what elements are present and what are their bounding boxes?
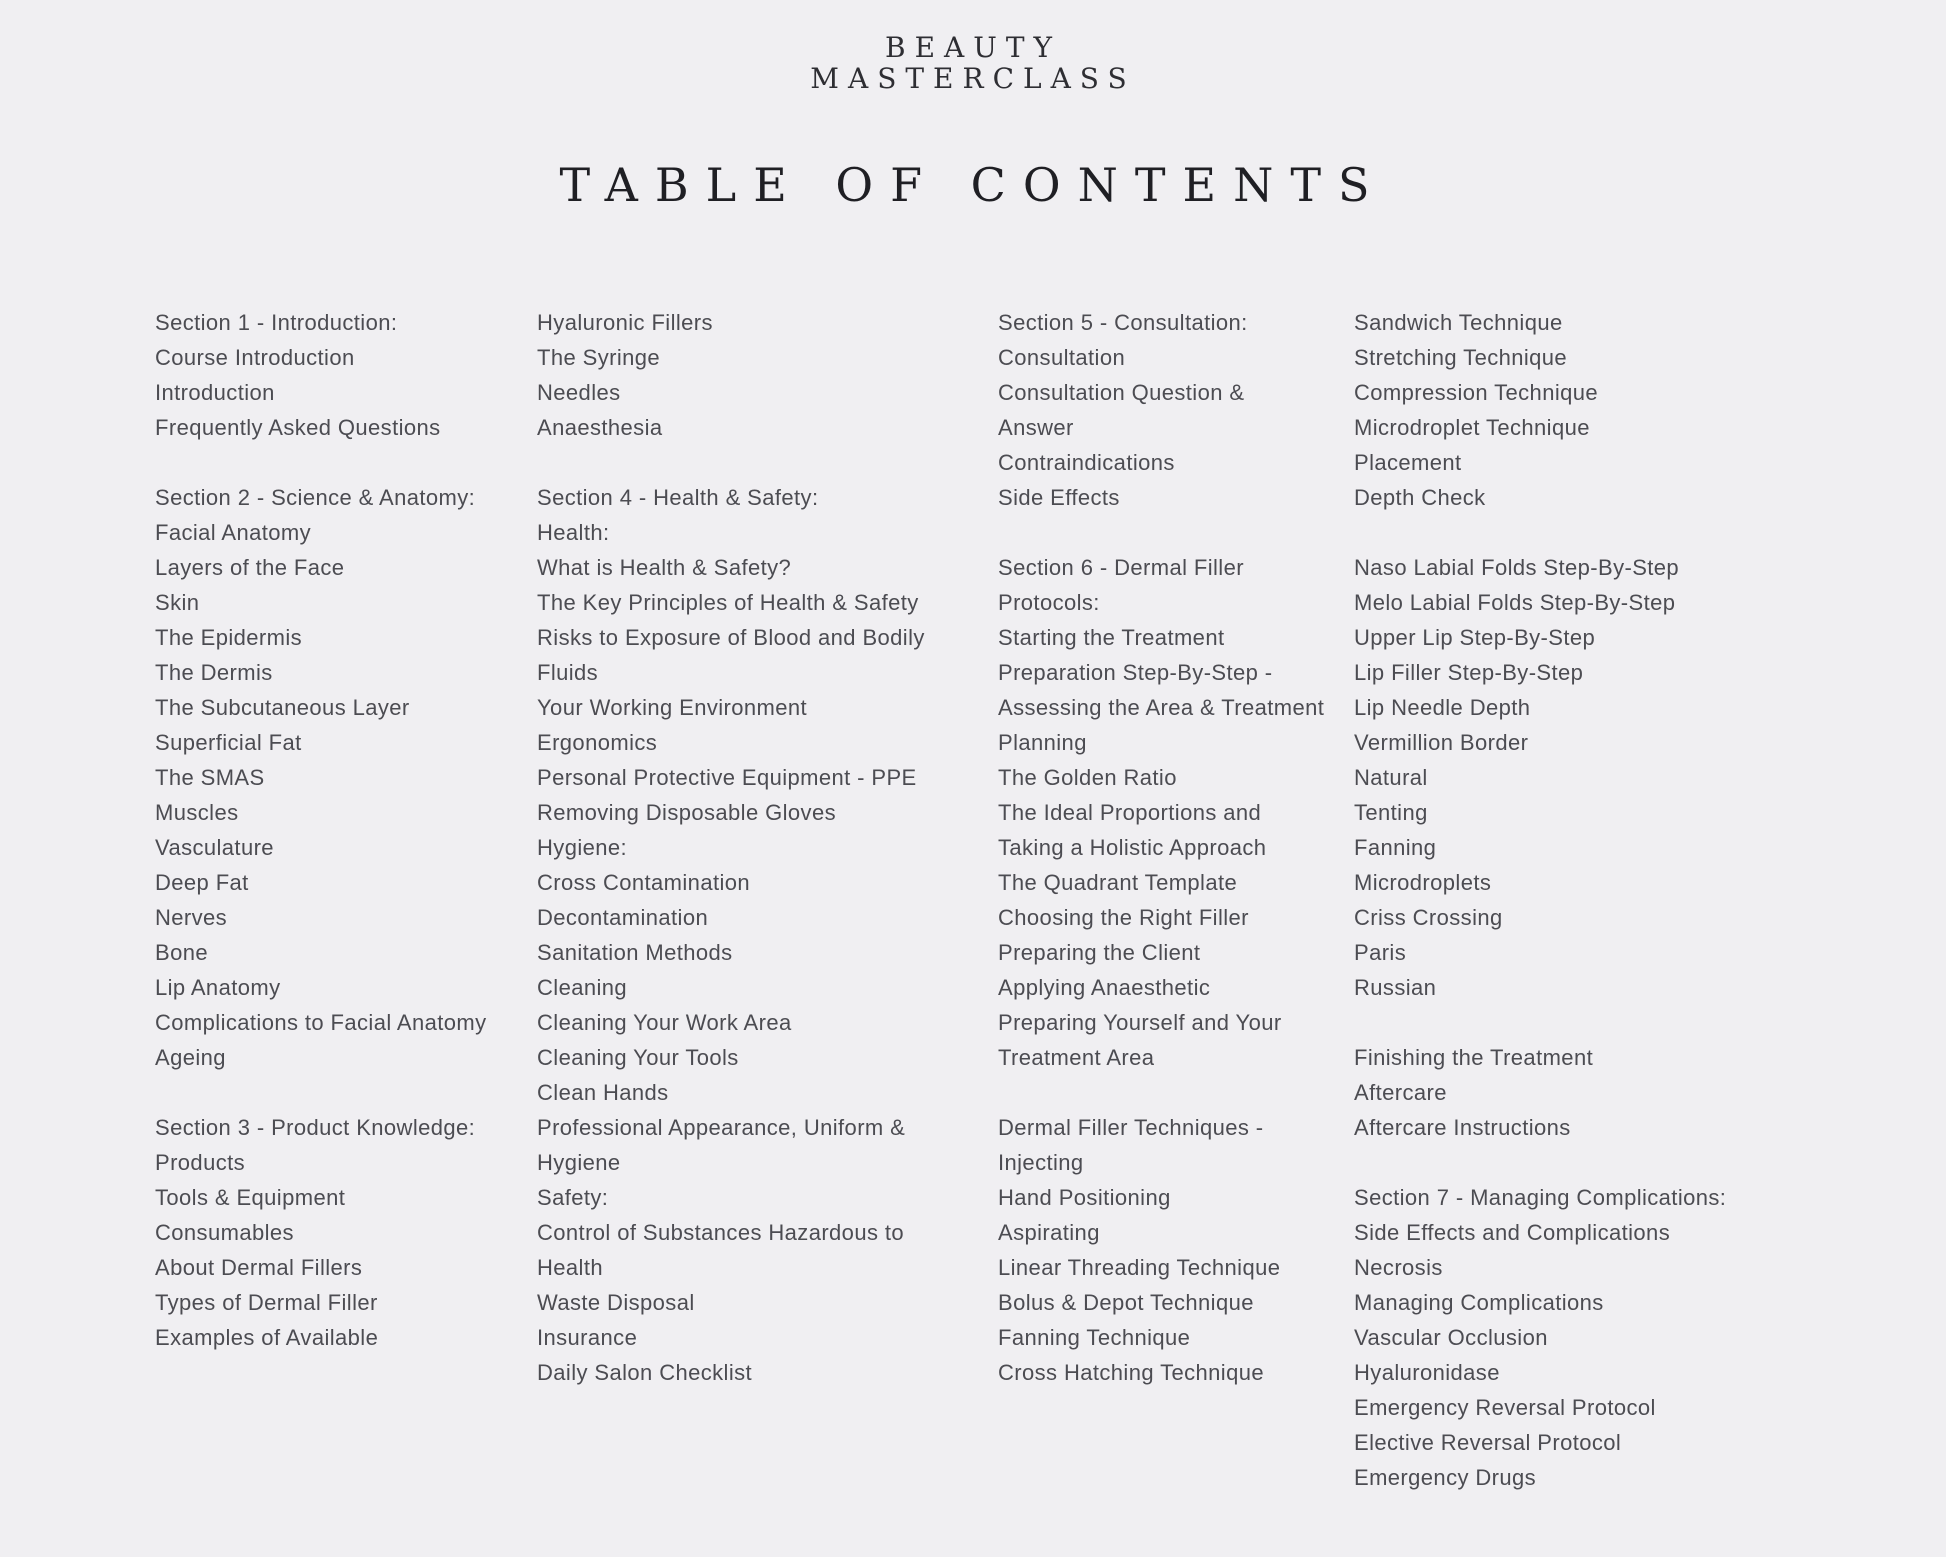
toc-entry: Control of Substances Hazardous to: [537, 1220, 905, 1245]
toc-entry: Risks to Exposure of Blood and Bodily: [537, 625, 925, 650]
toc-column-2: [537, 305, 925, 1390]
toc-entry: Health:: [537, 520, 610, 545]
page-title: TABLE OF CONTENTS: [559, 158, 1387, 212]
toc-entry: Facial Anatomy: [155, 520, 312, 545]
toc-section-heading: Section 5 - Consultation:: [998, 310, 1248, 335]
toc-entry: Emergency Drugs: [1354, 1465, 1537, 1490]
toc-entry: Safety:: [537, 1185, 609, 1210]
toc-entry: Finishing the Treatment: [1354, 1045, 1594, 1070]
toc-section-heading: Section 2 - Science & Anatomy:: [155, 485, 476, 510]
toc-entry: Natural: [1354, 765, 1428, 790]
toc-entry: Professional Appearance, Uniform &: [537, 1115, 906, 1140]
toc-entry: Consultation: [998, 345, 1126, 370]
toc-section-heading: Section 4 - Health & Safety:: [537, 485, 819, 510]
toc-entry: Vasculature: [155, 835, 274, 860]
toc-entry: Daily Salon Checklist: [537, 1360, 753, 1385]
toc-section-heading: Section 6 - Dermal Filler: [998, 555, 1244, 580]
toc-entry: Linear Threading Technique: [998, 1255, 1281, 1280]
toc-entry: Paris: [1354, 940, 1407, 965]
toc-entry: Injecting: [998, 1150, 1084, 1175]
toc-entry: Superficial Fat: [155, 730, 302, 755]
toc-entry: Nerves: [155, 905, 228, 930]
toc-spacer: [1354, 1005, 1726, 1040]
toc-entry: Sanitation Methods: [537, 940, 733, 965]
toc-entry: Skin: [155, 590, 200, 615]
toc-entry: Tools & Equipment: [155, 1185, 346, 1210]
toc-entry: Fanning: [1354, 835, 1437, 860]
toc-entry: Cross Hatching Technique: [998, 1360, 1265, 1385]
toc-entry: The Subcutaneous Layer: [155, 695, 410, 720]
toc-entry: The Dermis: [155, 660, 273, 685]
toc-entry: Stretching Technique: [1354, 345, 1568, 370]
toc-entry: Insurance: [537, 1325, 638, 1350]
toc-entry: Assessing the Area & Treatment: [998, 695, 1325, 720]
toc-spacer: [1354, 1145, 1726, 1180]
toc-entry: Microdroplets: [1354, 870, 1492, 895]
toc-entry: Treatment Area: [998, 1045, 1155, 1070]
toc-entry: Products: [155, 1150, 246, 1175]
toc-entry: Criss Crossing: [1354, 905, 1503, 930]
toc-entry: The Key Principles of Health & Safety: [537, 590, 919, 615]
toc-entry: Examples of Available: [155, 1325, 379, 1350]
toc-entry: The Golden Ratio: [998, 765, 1177, 790]
toc-entry: Ergonomics: [537, 730, 658, 755]
toc-entry: Hyaluronidase: [1354, 1360, 1500, 1385]
toc-entry: Deep Fat: [155, 870, 249, 895]
toc-entry: Fluids: [537, 660, 599, 685]
toc-entry: Layers of the Face: [155, 555, 345, 580]
toc-entry: Naso Labial Folds Step-By-Step: [1354, 555, 1680, 580]
toc-entry: Health: [537, 1255, 603, 1280]
toc-entry: The SMAS: [155, 765, 265, 790]
toc-entry: Managing Complications: [1354, 1290, 1604, 1315]
toc-entry: Placement: [1354, 450, 1462, 475]
toc-entry: Anaesthesia: [537, 415, 663, 440]
toc-entry: Cleaning Your Tools: [537, 1045, 739, 1070]
toc-entry: Russian: [1354, 975, 1437, 1000]
toc-entry: Decontamination: [537, 905, 709, 930]
toc-entry: Choosing the Right Filler: [998, 905, 1249, 930]
toc-entry: Aftercare: [1354, 1080, 1447, 1105]
toc-entry: Consumables: [155, 1220, 294, 1245]
toc-entry: Waste Disposal: [537, 1290, 695, 1315]
toc-entry: Depth Check: [1354, 485, 1486, 510]
toc-entry: Answer: [998, 415, 1074, 440]
toc-entry: Frequently Asked Questions: [155, 415, 441, 440]
toc-entry: Compression Technique: [1354, 380, 1599, 405]
toc-section-heading: Section 1 - Introduction:: [155, 310, 398, 335]
toc-entry: Microdroplet Technique: [1354, 415, 1590, 440]
toc-entry: About Dermal Fillers: [155, 1255, 363, 1280]
toc-spacer: [155, 1075, 487, 1110]
toc-entry: Hygiene: [537, 1150, 621, 1175]
toc-entry: Starting the Treatment: [998, 625, 1225, 650]
toc-entry: Lip Needle Depth: [1354, 695, 1531, 720]
toc-entry: Preparing the Client: [998, 940, 1201, 965]
toc-entry: Sandwich Technique: [1354, 310, 1563, 335]
toc-entry: Side Effects and Complications: [1354, 1220, 1671, 1245]
toc-section-heading: Section 7 - Managing Complications:: [1354, 1185, 1727, 1210]
toc-entry: Personal Protective Equipment - PPE: [537, 765, 917, 790]
toc-entry: Fanning Technique: [998, 1325, 1191, 1350]
toc-entry: Ageing: [155, 1045, 226, 1070]
toc-entry: Introduction: [155, 380, 275, 405]
toc-entry: Protocols:: [998, 590, 1100, 615]
toc-entry: Planning: [998, 730, 1087, 755]
toc-entry: Lip Filler Step-By-Step: [1354, 660, 1584, 685]
toc-entry: Taking a Holistic Approach: [998, 835, 1267, 860]
toc-entry: The Quadrant Template: [998, 870, 1238, 895]
toc-spacer: [155, 445, 487, 480]
toc-spacer: [537, 445, 925, 480]
toc-entry: Types of Dermal Filler: [155, 1290, 378, 1315]
toc-entry: Preparing Yourself and Your: [998, 1010, 1282, 1035]
toc-entry: Preparation Step-By-Step -: [998, 660, 1273, 685]
toc-entry: The Syringe: [537, 345, 661, 370]
toc-entry: Needles: [537, 380, 621, 405]
toc-entry: The Ideal Proportions and: [998, 800, 1262, 825]
brand-logo-line-1: BEAUTY: [885, 31, 1061, 64]
toc-entry: Hand Positioning: [998, 1185, 1171, 1210]
toc-entry: Vermillion Border: [1354, 730, 1529, 755]
toc-entry: Dermal Filler Techniques -: [998, 1115, 1264, 1140]
toc-section-heading: Section 3 - Product Knowledge:: [155, 1115, 476, 1140]
toc-entry: Hyaluronic Fillers: [537, 310, 713, 335]
toc-entry: Cleaning: [537, 975, 628, 1000]
toc-entry: Consultation Question &: [998, 380, 1245, 405]
toc-spacer: [1354, 515, 1726, 550]
toc-column-1: [155, 305, 487, 1355]
toc-entry: What is Health & Safety?: [537, 555, 792, 580]
toc-column-3: [998, 305, 1324, 1390]
toc-entry: Cross Contamination: [537, 870, 751, 895]
toc-spacer: [998, 515, 1324, 550]
toc-entry: Upper Lip Step-By-Step: [1354, 625, 1596, 650]
toc-entry: Cleaning Your Work Area: [537, 1010, 792, 1035]
toc-entry: Bone: [155, 940, 208, 965]
toc-entry: Aftercare Instructions: [1354, 1115, 1571, 1140]
brand-logo-line-2: MASTERCLASS: [810, 62, 1136, 95]
toc-entry: Emergency Reversal Protocol: [1354, 1395, 1656, 1420]
toc-entry: Bolus & Depot Technique: [998, 1290, 1254, 1315]
toc-entry: Elective Reversal Protocol: [1354, 1430, 1622, 1455]
toc-entry: Side Effects: [998, 485, 1120, 510]
toc-spacer: [998, 1075, 1324, 1110]
toc-entry: Lip Anatomy: [155, 975, 281, 1000]
toc-entry: Removing Disposable Gloves: [537, 800, 836, 825]
toc-entry: Applying Anaesthetic: [998, 975, 1211, 1000]
toc-entry: Muscles: [155, 800, 239, 825]
toc-entry: Complications to Facial Anatomy: [155, 1010, 487, 1035]
toc-entry: Your Working Environment: [537, 695, 808, 720]
toc-entry: Hygiene:: [537, 835, 628, 860]
toc-entry: Clean Hands: [537, 1080, 669, 1105]
toc-entry: Tenting: [1354, 800, 1428, 825]
toc-column-4: [1354, 305, 1726, 1495]
toc-entry: Contraindications: [998, 450, 1175, 475]
toc-entry: Course Introduction: [155, 345, 355, 370]
toc-entry: Aspirating: [998, 1220, 1100, 1245]
toc-entry: The Epidermis: [155, 625, 303, 650]
toc-entry: Necrosis: [1354, 1255, 1443, 1280]
toc-entry: Vascular Occlusion: [1354, 1325, 1548, 1350]
toc-entry: Melo Labial Folds Step-By-Step: [1354, 590, 1676, 615]
